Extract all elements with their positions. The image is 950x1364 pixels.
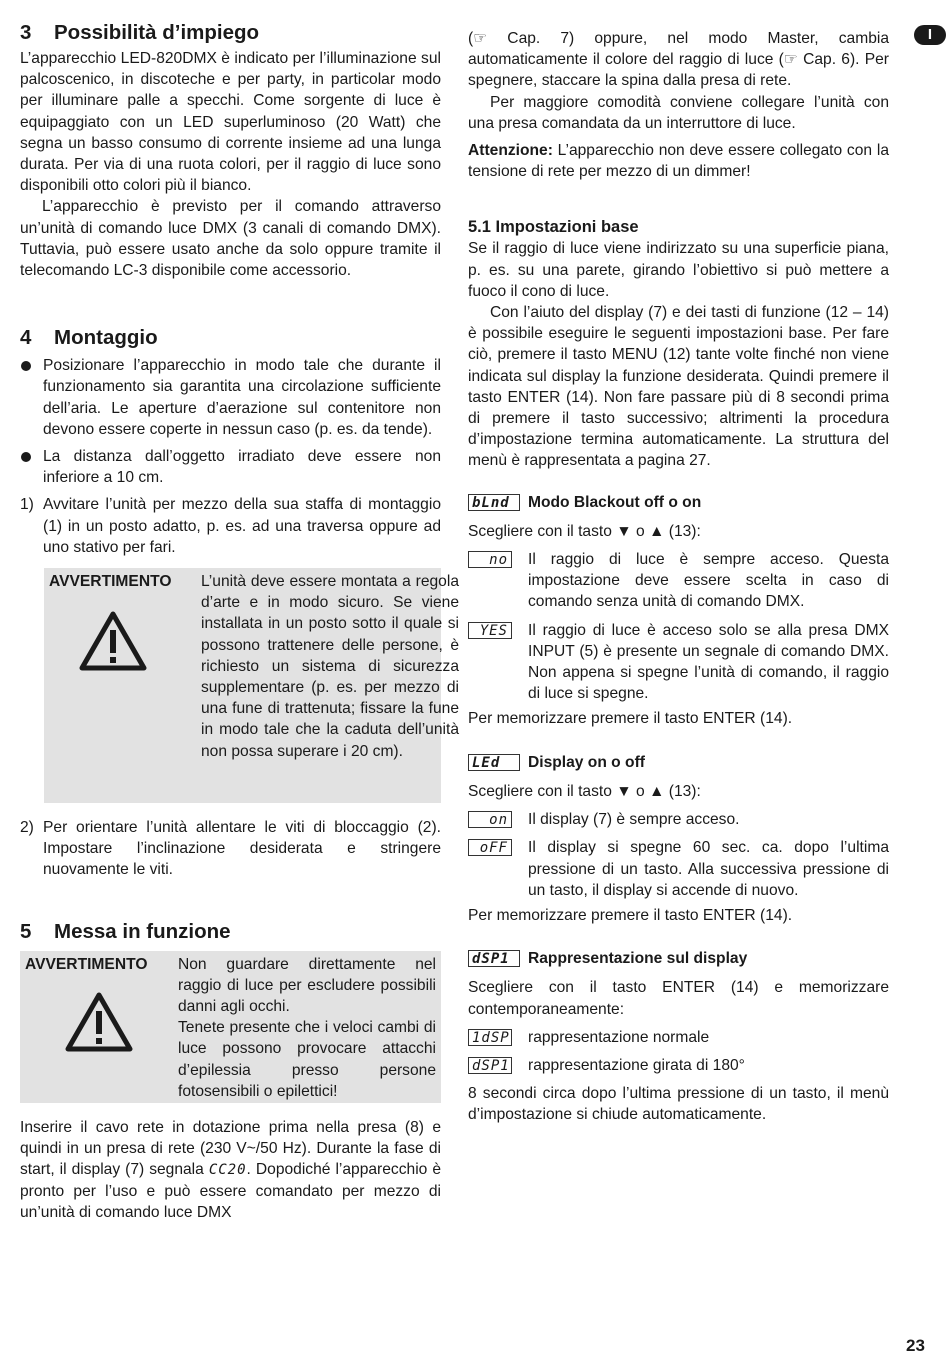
lcd-readout-off: oFF — [468, 839, 512, 856]
lcd-readout-blnd: bLnd — [468, 494, 520, 511]
warning-label: AVVERTIMENTO — [25, 955, 148, 973]
warning-box-mounting — [44, 568, 459, 803]
bullet-dot-icon — [21, 361, 31, 371]
section-4-heading: 4 Montaggio — [20, 326, 158, 350]
section-5-1-paragraph-1: Se il raggio di luce viene indirizzato su una superficie piana, p. es. su una parete, girando l’obiettivo si può mettere a fuoco il cono di luce. — [468, 240, 889, 300]
blackout-heading: bLnd Modo Blackout off o on — [468, 492, 889, 513]
language-badge: I — [914, 25, 946, 45]
display-choose-text: Scegliere con il tasto ▼ o ▲ (13): — [468, 782, 701, 800]
warning-triangle-icon — [78, 610, 148, 672]
lcd-readout-yes: YES — [468, 622, 512, 639]
blackout-option-no: no Il raggio di luce è sempre acceso. Questa impostazione deve essere scelta in caso di comando senza unità di comando DMX. — [468, 549, 889, 613]
lcd-readout-1dsp: 1dSP — [468, 1029, 512, 1046]
right-column — [468, 28, 889, 1126]
warning-text-epilepsy: Tenete presente che i veloci cambi di luce possono provocare attacchi d’epilessia presso persone fotosensibili o epilettici! — [178, 1019, 436, 1100]
section-5-1-paragraph-2: Con l’aiuto del display (7) e dei tasti di funzione (12 – 14) è possibile eseguire le seguenti impostazioni base. Per fare ciò, premere il tasto MENU (12) tante volte finché non viene indicata sul display la funzione desiderata. Quindi premere il tasto ENTER (14). Non fare passare più di 8 secondi prima di premere il tasto successivo; altrimenti la procedura d’impostazione termina automaticamente. La struttura del menù è rappresentata a pagina 27. — [468, 304, 889, 470]
step-1: 1) Avvitare l’unità per mezzo della sua staffa di montaggio (1) in un posto adatto, p. es. ad una traversa oppure ad uno stativo per fari. — [20, 496, 441, 556]
lcd-readout-led: LEd — [468, 754, 520, 771]
attention-note: Attenzione: L’apparecchio non deve essere collegato con la tensione di rete per mezzo di un dimmer! — [468, 142, 889, 181]
left-column — [20, 20, 459, 1224]
section-5-paragraph-2: Per maggiore comodità conviene collegare l’unità con una presa comandata da un interruttore di luce. — [468, 93, 889, 132]
blackout-choose-text: Scegliere con il tasto ▼ o ▲ (13): — [468, 522, 701, 540]
section-3-heading: 3 Possibilità d’impiego — [20, 21, 260, 44]
lcd-readout-dsp1: dSP1 — [468, 950, 520, 967]
lcd-readout-start: CC20 — [208, 1162, 247, 1179]
page-number: 23 — [906, 1336, 925, 1355]
lcd-readout-dsp1-rotated: dSP1 — [468, 1057, 512, 1074]
section-5-paragraph-1-continued: (☞ Cap. 7) oppure, nel modo Master, cambia automaticamente il colore del raggio di luce (☞ Cap. 6). Per spegnere, staccare la spina dalla presa di rete. — [468, 30, 889, 90]
section-5-heading: 5 Messa in funzione — [20, 919, 231, 943]
warning-triangle-icon — [64, 991, 134, 1053]
display-heading: LEd Display on o off — [468, 752, 889, 773]
section-5-paragraph-1: Inserire il cavo rete in dotazione prima nella presa (8) e quindi in un presa di rete (230 V~/50 Hz). Durante la fase di start, il display (7) segnala CC20. Dopodiché l’apparecchio è pronto per l’uso e può essere comandato per mezzo di un’unità di comando luce DMX — [20, 1118, 441, 1222]
section-5-1-heading: 5.1 Impostazioni base — [468, 218, 639, 237]
blackout-store-text: Per memorizzare premere il tasto ENTER (14). — [468, 710, 793, 728]
warning-text-eyes: Non guardare direttamente nel raggio di luce per escludere possibili danni agli occhi. — [178, 955, 436, 1016]
blackout-option-yes: YES Il raggio di luce è acceso solo se alla presa DMX INPUT (5) è presente un segnale di comando DMX. Non appena si spegne l’unità di comando, il raggio di luce si spegne. — [468, 620, 889, 705]
bullet-dot-icon — [21, 452, 31, 462]
lcd-readout-no: no — [468, 551, 512, 568]
warning-box-operation — [20, 951, 441, 1103]
step-2: 2) Per orientare l’unità allentare le viti di bloccaggio (2). Impostare l’inclinazione desiderata e stringere nuovamente le viti. — [20, 819, 441, 879]
representation-choose-text: Scegliere con il tasto ENTER (14) e memorizzare contemporaneamente: — [468, 979, 889, 1018]
representation-option-rotated: dSP1 rappresentazione girata di 180° — [468, 1055, 889, 1076]
bullet-item-ventilation: Posizionare l’apparecchio in modo tale che durante il funzionamento sia garantita una circolazione sufficiente dell’aria. Le aperture d’aerazione sul contenitore non devono essere coperte in nessun caso (p. es. da tende). — [20, 355, 441, 440]
warning-text — [178, 954, 436, 1102]
representation-end-text: 8 secondi circa dopo l’ultima pressione di un tasto, il menù d’impostazione si chiude automaticamente. — [468, 1085, 889, 1124]
representation-option-normal: 1dSP rappresentazione normale — [468, 1027, 889, 1048]
display-option-off: oFF Il display si spegne 60 sec. ca. dopo l’ultima pressione di un tasto. Alla successiva pressione di un tasto, il display si accende di nuovo. — [468, 837, 889, 901]
representation-heading: dSP1 Rappresentazione sul display — [468, 948, 889, 969]
display-store-text: Per memorizzare premere il tasto ENTER (14). — [468, 906, 793, 924]
bullet-item-distance: La distanza dall’oggetto irradiato deve essere non inferiore a 10 cm. — [20, 446, 441, 488]
warning-text: L’unità deve essere montata a regola d’arte e in modo sicuro. Se viene installata in un posto sotto il quale si possono trattenere delle persone, è richiesto un sistema di sicurezza supplementare (p. es. per mezzo di una fune di trattenuta; fissare la fune in modo tale che la caduta dell’unità non possa superare i 20 cm). — [201, 573, 459, 760]
lcd-readout-on: on — [468, 811, 512, 828]
warning-label: AVVERTIMENTO — [49, 573, 172, 591]
section-3-paragraph-2: L’apparecchio è previsto per il comando attraverso un’unità di comando luce DMX (3 canali di comando DMX). Tuttavia, può essere usato anche da solo oppure tramite il telecomando LC-3 disponibile come accessorio. — [20, 198, 441, 280]
display-option-on: on Il display (7) è sempre acceso. — [468, 809, 889, 830]
section-3-paragraph-1: L’apparecchio LED-820DMX è indicato per l’illuminazione sul palcoscenico, in discoteche e per party, in particolar modo per illuminare palle a specchi. Come sorgente di luce è equipaggiato con un LED superluminoso (20 Watt) che segna un basso consumo di corrente insieme ad una lunga durata. Per via di una ruota colori, per il raggio di luce sono disponibili otto colori più il bianco. — [20, 50, 441, 195]
